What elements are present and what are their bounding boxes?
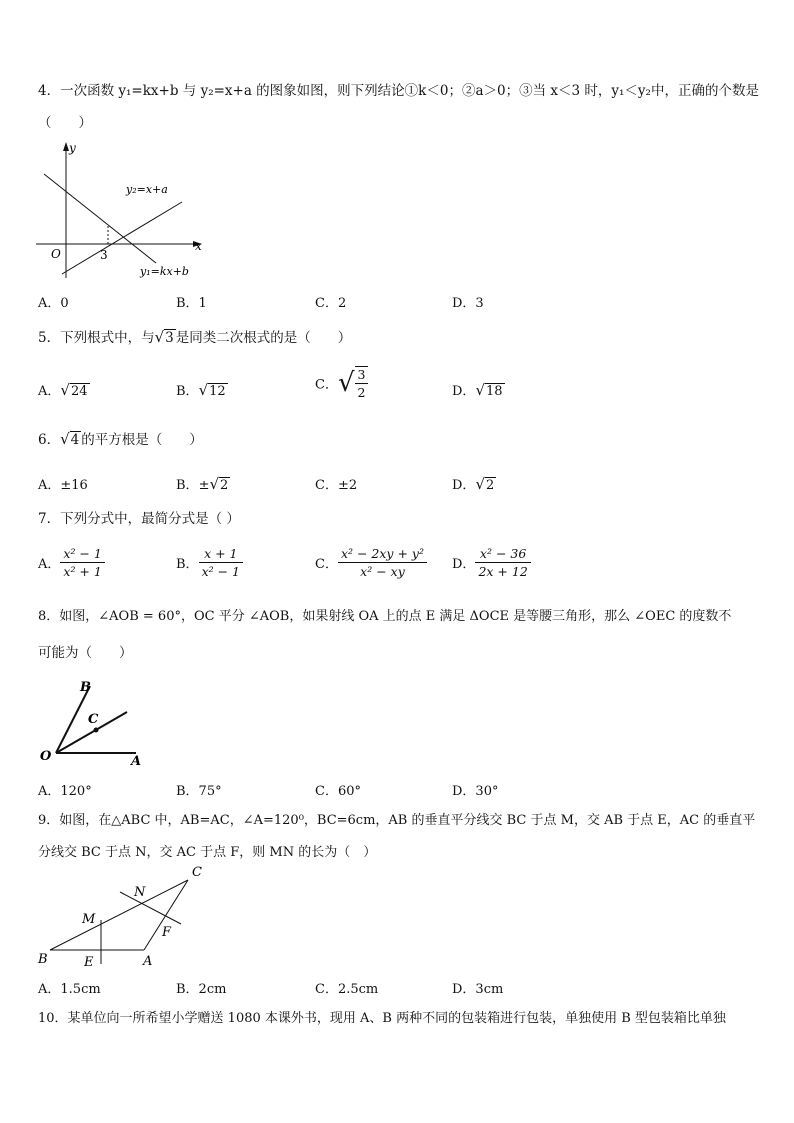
- option-letter: A．: [38, 478, 61, 493]
- q8-option-d: D．30°: [452, 784, 499, 799]
- label-c: C: [88, 712, 99, 727]
- q7-option-a: [38, 546, 105, 579]
- option-radicand: 12: [209, 384, 226, 399]
- tick-label-3: 3: [100, 248, 108, 262]
- q4-stem-text: 一次函数 y₁=kx+b 与 y₂=x+a 的图象如图，则下列结论①k＜0；②a＞0；③当 x＜3 时，y₁＜y₂中，正确的个数是: [60, 83, 759, 99]
- option-radicand: 2: [220, 478, 229, 493]
- q9-option-d: D．3cm: [452, 982, 504, 997]
- line-y2-label: y₂=x+a: [126, 183, 168, 196]
- q9-stem-line2: 分线交 BC 于点 N，交 AC 于点 F，则 MN 的长为（ ）: [38, 845, 377, 860]
- q4-option-c: C．2: [315, 296, 347, 311]
- option-numerator: x² − 36: [479, 546, 527, 561]
- q7-stem-text: 下列分式中，最简分式是（ ）: [60, 511, 240, 527]
- q5-stem-pre: 下列根式中，与: [60, 330, 155, 346]
- option-value: ±16: [60, 478, 88, 493]
- label-n: N: [134, 885, 146, 900]
- q5-sqrt: √3: [154, 328, 174, 346]
- q10-stem-text: 某单位向一所希望小学赠送 1080 本课外书，现用 A、B 两种不同的包装箱进行包装，单独使用 B 型包装箱比单独: [67, 1011, 726, 1026]
- q9-option-a: A．1.5cm: [38, 982, 101, 997]
- option-letter: B．: [176, 384, 199, 399]
- line-y2: [62, 202, 182, 274]
- option-letter: D．: [452, 557, 476, 572]
- q4-option-b: B．1: [176, 296, 207, 311]
- q5-option-b: B．√12: [176, 381, 226, 399]
- label-f: F: [162, 925, 172, 940]
- q4-option-a: A．0: [38, 296, 69, 311]
- option-value: ±2: [337, 478, 358, 493]
- q5-stem: [38, 328, 351, 347]
- option-denominator: x² − xy: [338, 562, 427, 579]
- option-letter: D．: [452, 384, 476, 399]
- q8-stem-text: 如图，∠AOB = 60°，OC 平分 ∠AOB，如果射线 OA 上的点 E 满足 ΔOCE 是等腰三角形，那么 ∠OEC 的度数不: [59, 609, 732, 624]
- q5-number: 5．: [38, 330, 61, 346]
- option-letter: C．: [315, 478, 338, 493]
- q6-option-a: [38, 474, 88, 493]
- q8-stem-line2: 可能为（ ）: [38, 645, 133, 661]
- label-o: O: [40, 749, 52, 764]
- label-b: B: [80, 680, 91, 695]
- label-e: E: [84, 955, 94, 970]
- q5-option-d: D．√18: [452, 381, 503, 399]
- q6-option-d: D．√2: [452, 475, 495, 493]
- label-a: A: [143, 954, 153, 969]
- q5-option-a: A．√24: [38, 381, 88, 399]
- q9-number: 9．: [38, 813, 60, 828]
- x-axis-label: x: [195, 239, 202, 253]
- q10-stem-line1: [38, 1010, 726, 1028]
- option-letter: C．: [315, 377, 338, 393]
- label-c: C: [192, 865, 202, 880]
- q7-number: 7．: [38, 511, 61, 527]
- q6-stem-post: 的平方根是（ ）: [81, 432, 203, 448]
- q6-sqrt: √4: [60, 430, 80, 448]
- q9-stem-line1: [38, 812, 755, 830]
- q4-graph-figure: [36, 138, 216, 288]
- q8-option-c: C．60°: [315, 784, 361, 799]
- option-numerator: x + 1: [204, 546, 238, 561]
- q7-option-d: [452, 546, 531, 579]
- option-prefix: ±: [198, 478, 210, 493]
- q4-stem-line2: （ ）: [38, 115, 92, 131]
- q6-radicand: 4: [70, 432, 80, 448]
- q8-angle-figure: [36, 672, 156, 772]
- q6-option-b: B．±√2: [176, 475, 229, 493]
- option-letter: B．: [176, 478, 199, 493]
- perp-bisector-ac: [120, 892, 181, 924]
- option-radicand: 18: [486, 384, 503, 399]
- option-denominator: 2x + 12: [475, 562, 530, 579]
- q4-stem-line1: [38, 82, 759, 100]
- option-letter: A．: [38, 557, 61, 572]
- q5-radicand: 3: [165, 330, 174, 346]
- line-y1-label: y₁=kx+b: [140, 265, 189, 278]
- q6-option-c: [315, 474, 357, 493]
- option-letter: C．: [315, 557, 338, 572]
- option-denominator: x² − 1: [199, 562, 243, 579]
- q8-option-b: B．75°: [176, 784, 222, 799]
- q7-option-b: [176, 546, 243, 579]
- q4-option-d: D．3: [452, 296, 484, 311]
- q10-number: 10．: [38, 1011, 68, 1026]
- label-m: M: [82, 912, 96, 927]
- q9-stem-text: 如图，在△ABC 中，AB=AC，∠A=120⁰，BC=6cm，AB 的垂直平分线交 BC 于点 M，交 AB 于点 E，AC 的垂直平: [59, 813, 756, 828]
- q6-stem: [38, 430, 203, 449]
- q9-option-c: C．2.5cm: [315, 982, 379, 997]
- option-denominator: x² + 1: [60, 562, 104, 579]
- q9-triangle-figure: [36, 862, 216, 970]
- q8-number: 8．: [38, 609, 60, 624]
- option-numerator: x² − 1: [63, 546, 102, 561]
- q4-number: 4．: [38, 83, 61, 99]
- option-letter: D．: [452, 478, 476, 493]
- point-c: [94, 728, 99, 733]
- q9-option-b: B．2cm: [176, 982, 227, 997]
- option-radicand: 24: [70, 384, 88, 399]
- option-letter: B．: [176, 557, 199, 572]
- q5-option-c: C．√ $\frac{3}{2}$: [315, 366, 368, 400]
- option-letter: A．: [38, 384, 61, 399]
- q8-stem-line1: [38, 608, 731, 626]
- q5-stem-post: 是同类二次根式的是（ ）: [175, 330, 352, 346]
- origin-label: O: [51, 247, 61, 261]
- q6-number: 6．: [38, 432, 61, 448]
- option-radicand: 2: [486, 478, 495, 493]
- q7-option-c: [315, 546, 427, 579]
- label-b: B: [38, 952, 48, 967]
- option-denominator: 2: [355, 383, 369, 400]
- label-a: A: [131, 754, 142, 769]
- option-numerator: x² − 2xy + y²: [340, 546, 424, 561]
- option-numerator: 3: [357, 367, 366, 382]
- q7-stem: [38, 510, 240, 528]
- q8-option-a: A．120°: [38, 784, 92, 799]
- y-axis-label: y: [69, 141, 76, 155]
